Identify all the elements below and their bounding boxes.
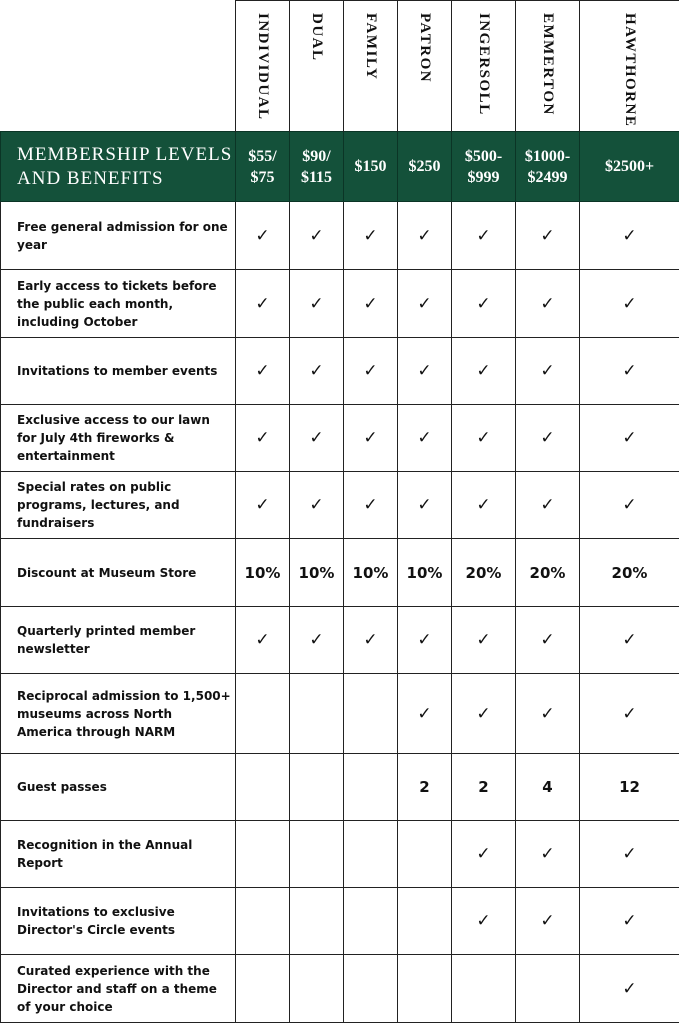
benefit-label: Free general admission for one year <box>1 202 236 270</box>
checkmark-icon: ✓ <box>622 361 637 381</box>
checkmark-icon: ✓ <box>622 495 637 515</box>
benefit-cell <box>398 405 452 472</box>
price-hawthorne: $2500+ <box>580 132 679 202</box>
benefit-value: 10% <box>236 539 290 607</box>
benefit-cell <box>290 338 344 405</box>
benefit-cell <box>516 472 580 539</box>
benefit-value: 2 <box>452 754 516 821</box>
benefit-cell-empty <box>236 955 290 1023</box>
price-ingersoll: $500- $999 <box>452 132 516 202</box>
price-patron: $250 <box>398 132 452 202</box>
benefit-cell-empty <box>452 955 516 1023</box>
checkmark-icon: ✓ <box>540 911 555 931</box>
checkmark-icon: ✓ <box>363 361 378 381</box>
table-title: MEMBERSHIP LEVELS AND BENEFITS <box>1 132 236 202</box>
benefit-cell-empty <box>344 754 398 821</box>
benefit-cell <box>516 202 580 270</box>
benefit-cell <box>344 405 398 472</box>
benefit-row <box>1 270 679 338</box>
benefit-cell <box>516 270 580 338</box>
benefit-row <box>1 472 679 539</box>
benefit-cell <box>452 821 516 888</box>
benefit-cell <box>398 607 452 674</box>
benefit-label: Quarterly printed member newsletter <box>1 607 236 674</box>
level-name-patron <box>398 1 452 132</box>
level-name-hawthorne <box>580 1 679 132</box>
price-dual: $90/ $115 <box>290 132 344 202</box>
level-name-text: DUAL <box>309 13 325 62</box>
benefit-cell-empty <box>290 674 344 754</box>
level-names-row <box>1 1 679 132</box>
benefit-label: Curated experience with the Director and staff on a theme of your choice <box>1 955 236 1023</box>
checkmark-icon: ✓ <box>363 428 378 448</box>
benefit-value: 10% <box>344 539 398 607</box>
price-band <box>1 132 679 202</box>
benefit-cell-empty <box>398 955 452 1023</box>
benefit-cell <box>236 607 290 674</box>
benefit-row <box>1 405 679 472</box>
checkmark-icon: ✓ <box>255 495 270 515</box>
checkmark-icon: ✓ <box>417 495 432 515</box>
level-name-emmerton <box>516 1 580 132</box>
checkmark-icon: ✓ <box>540 495 555 515</box>
checkmark-icon: ✓ <box>622 293 637 314</box>
benefit-cell <box>580 472 679 539</box>
benefit-cell <box>580 405 679 472</box>
benefit-cell <box>516 674 580 754</box>
benefit-value: 2 <box>398 754 452 821</box>
checkmark-icon: ✓ <box>622 630 637 650</box>
checkmark-icon: ✓ <box>309 630 324 650</box>
benefit-cell <box>452 674 516 754</box>
benefit-cell-empty <box>290 821 344 888</box>
benefit-cell-empty <box>344 821 398 888</box>
benefit-value: 10% <box>398 539 452 607</box>
benefit-cell <box>344 270 398 338</box>
checkmark-icon: ✓ <box>476 495 491 515</box>
benefit-cell <box>344 472 398 539</box>
benefit-cell <box>236 405 290 472</box>
checkmark-icon: ✓ <box>417 293 432 314</box>
checkmark-icon: ✓ <box>622 978 637 999</box>
checkmark-icon: ✓ <box>622 844 637 864</box>
checkmark-icon: ✓ <box>540 361 555 381</box>
benefit-cell-empty <box>236 888 290 955</box>
checkmark-icon: ✓ <box>417 225 432 246</box>
checkmark-icon: ✓ <box>417 703 432 724</box>
benefit-cell-empty <box>516 955 580 1023</box>
benefit-cell <box>516 607 580 674</box>
benefit-label: Invitations to member events <box>1 338 236 405</box>
checkmark-icon: ✓ <box>476 844 491 864</box>
benefit-value: 20% <box>580 539 679 607</box>
checkmark-icon: ✓ <box>309 495 324 515</box>
checkmark-icon: ✓ <box>476 361 491 381</box>
level-name-family <box>344 1 398 132</box>
price-individual: $55/ $75 <box>236 132 290 202</box>
checkmark-icon: ✓ <box>255 293 270 314</box>
level-name-dual <box>290 1 344 132</box>
benefit-cell <box>452 607 516 674</box>
benefit-cell <box>290 270 344 338</box>
checkmark-icon: ✓ <box>622 225 637 246</box>
benefit-cell-empty <box>344 888 398 955</box>
benefit-cell <box>516 405 580 472</box>
checkmark-icon: ✓ <box>540 703 555 724</box>
benefit-row <box>1 754 679 821</box>
benefit-cell-empty <box>236 754 290 821</box>
benefit-cell <box>580 202 679 270</box>
level-name-text: EMMERTON <box>540 13 556 116</box>
benefit-cell <box>344 607 398 674</box>
level-name-text: PATRON <box>417 13 433 84</box>
benefit-label: Reciprocal admission to 1,500+ museums across North America through NARM <box>1 674 236 754</box>
benefit-cell <box>344 202 398 270</box>
benefit-cell <box>580 821 679 888</box>
checkmark-icon: ✓ <box>622 428 637 448</box>
benefit-cell <box>398 270 452 338</box>
benefit-row <box>1 338 679 405</box>
benefit-cell-empty <box>290 888 344 955</box>
benefit-cell <box>236 270 290 338</box>
checkmark-icon: ✓ <box>476 630 491 650</box>
benefit-label: Special rates on public programs, lectures, and fundraisers <box>1 472 236 539</box>
benefit-label: Recognition in the Annual Report <box>1 821 236 888</box>
benefit-cell <box>452 888 516 955</box>
benefit-cell <box>290 202 344 270</box>
checkmark-icon: ✓ <box>309 293 324 314</box>
benefit-cell <box>236 202 290 270</box>
benefit-value: 20% <box>452 539 516 607</box>
checkmark-icon: ✓ <box>309 428 324 448</box>
checkmark-icon: ✓ <box>476 703 491 724</box>
checkmark-icon: ✓ <box>540 428 555 448</box>
benefit-label: Discount at Museum Store <box>1 539 236 607</box>
benefit-value: 10% <box>290 539 344 607</box>
benefit-cell <box>290 472 344 539</box>
benefit-cell <box>580 674 679 754</box>
benefit-row <box>1 539 679 607</box>
checkmark-icon: ✓ <box>417 428 432 448</box>
checkmark-icon: ✓ <box>255 225 270 246</box>
checkmark-icon: ✓ <box>476 911 491 931</box>
level-name-text: HAWTHORNE <box>622 13 638 128</box>
benefit-cell-empty <box>236 674 290 754</box>
header-corner <box>1 1 236 132</box>
checkmark-icon: ✓ <box>417 361 432 381</box>
checkmark-icon: ✓ <box>476 293 491 314</box>
benefit-row <box>1 821 679 888</box>
benefit-cell <box>398 202 452 270</box>
benefit-label: Exclusive access to our lawn for July 4th fireworks & entertainment <box>1 405 236 472</box>
checkmark-icon: ✓ <box>540 225 555 246</box>
benefit-value: 12 <box>580 754 679 821</box>
level-name-text: INDIVIDUAL <box>255 13 271 121</box>
checkmark-icon: ✓ <box>255 361 270 381</box>
benefit-row <box>1 955 679 1023</box>
checkmark-icon: ✓ <box>540 844 555 864</box>
checkmark-icon: ✓ <box>540 293 555 314</box>
checkmark-icon: ✓ <box>255 630 270 650</box>
benefit-cell <box>452 338 516 405</box>
benefit-cell <box>580 888 679 955</box>
level-name-individual <box>236 1 290 132</box>
checkmark-icon: ✓ <box>622 911 637 931</box>
benefit-cell <box>452 405 516 472</box>
benefit-label: Early access to tickets before the public each month, including October <box>1 270 236 338</box>
benefit-label: Guest passes <box>1 754 236 821</box>
benefit-value: 4 <box>516 754 580 821</box>
level-name-ingersoll <box>452 1 516 132</box>
benefit-cell-empty <box>398 888 452 955</box>
checkmark-icon: ✓ <box>476 428 491 448</box>
price-emmerton: $1000- $2499 <box>516 132 580 202</box>
checkmark-icon: ✓ <box>540 630 555 650</box>
benefit-cell-empty <box>236 821 290 888</box>
benefit-cell <box>580 338 679 405</box>
level-name-text: INGERSOLL <box>476 13 492 116</box>
benefit-cell <box>580 955 679 1023</box>
checkmark-icon: ✓ <box>417 630 432 650</box>
benefit-rows <box>1 202 679 1023</box>
benefit-row <box>1 607 679 674</box>
checkmark-icon: ✓ <box>309 361 324 381</box>
benefit-cell <box>452 270 516 338</box>
benefit-row <box>1 674 679 754</box>
benefit-row <box>1 888 679 955</box>
benefit-cell <box>452 472 516 539</box>
benefit-cell <box>236 472 290 539</box>
checkmark-icon: ✓ <box>363 630 378 650</box>
benefit-cell <box>344 338 398 405</box>
benefit-cell <box>580 270 679 338</box>
checkmark-icon: ✓ <box>309 225 324 246</box>
benefit-cell <box>516 821 580 888</box>
checkmark-icon: ✓ <box>363 293 378 314</box>
price-family: $150 <box>344 132 398 202</box>
benefit-cell <box>290 405 344 472</box>
checkmark-icon: ✓ <box>476 225 491 246</box>
benefit-label: Invitations to exclusive Director's Circle events <box>1 888 236 955</box>
benefit-cell-empty <box>290 955 344 1023</box>
benefit-cell <box>580 607 679 674</box>
benefit-cell <box>452 202 516 270</box>
checkmark-icon: ✓ <box>622 703 637 724</box>
benefit-cell-empty <box>344 674 398 754</box>
benefit-cell <box>236 338 290 405</box>
checkmark-icon: ✓ <box>255 428 270 448</box>
benefit-row <box>1 202 679 270</box>
benefit-cell-empty <box>344 955 398 1023</box>
benefit-cell <box>290 607 344 674</box>
benefit-cell <box>398 338 452 405</box>
benefit-value: 20% <box>516 539 580 607</box>
benefit-cell-empty <box>398 821 452 888</box>
level-name-text: FAMILY <box>363 13 379 81</box>
checkmark-icon: ✓ <box>363 495 378 515</box>
benefit-cell <box>516 888 580 955</box>
benefit-cell <box>516 338 580 405</box>
benefit-cell-empty <box>290 754 344 821</box>
checkmark-icon: ✓ <box>363 225 378 246</box>
benefit-cell <box>398 472 452 539</box>
benefit-cell <box>398 674 452 754</box>
